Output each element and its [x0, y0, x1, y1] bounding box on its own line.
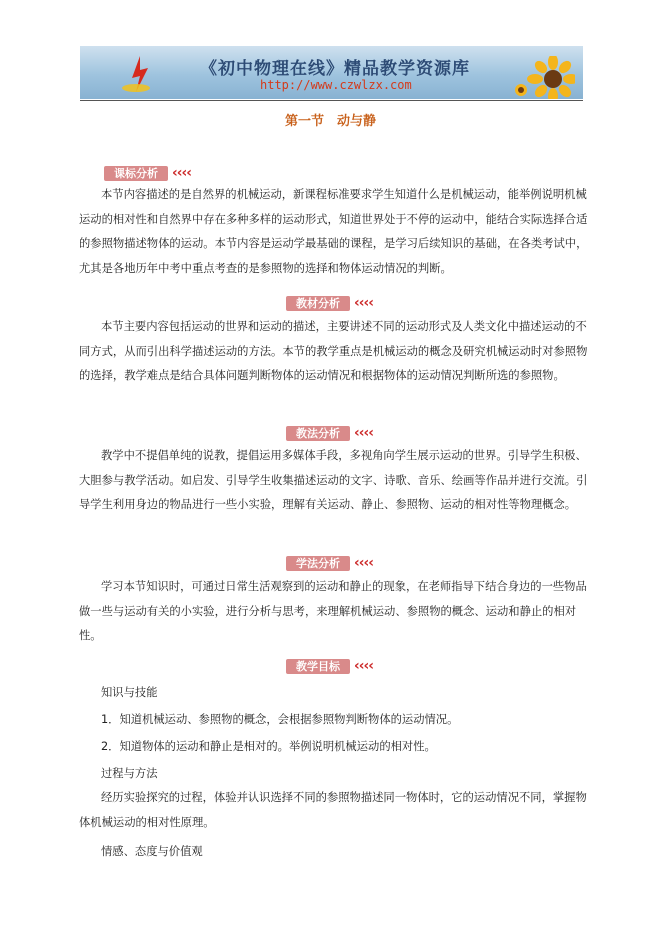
goal-item: 2．知道物体的运动和静止是相对的。举例说明机械运动的相对性。 [101, 740, 436, 753]
paragraph: 本节主要内容包括运动的世界和运动的描述，主要讲述不同的运动形式及人类文化中描述运动的不同方式，从而引出科学描述运动的方法。本节的教学重点是机械运动的概念及研究机械运动时对参照物的选择，教学难点是结合具体问题判断物体的运动情况和根据物体的运动情况判断所选的参照物。 [79, 320, 588, 382]
banner-url: http://www.czwlzx.com [260, 78, 412, 92]
chevrons-left-icon: ‹‹‹‹ [354, 555, 374, 571]
chevrons-left-icon: ‹‹‹‹ [354, 295, 374, 311]
section-tag: 教法分析 [286, 426, 350, 441]
chevrons-left-icon: ‹‹‹‹ [354, 658, 374, 674]
paragraph: 本节内容描述的是自然界的机械运动，新课程标准要求学生知道什么是机械运动，能举例说明机械运动的相对性和自然界中存在多种多样的运动形式，知道世界处于不停的运动中，能结合实际选择合适的参照物描述物体的运动。本节内容是运动学最基础的课程，是学习后续知识的基础，在各类考试中，尤其是各地历年中考中重点考查的是参照物的选择和物体运动情况的判断。 [79, 188, 588, 275]
logo-icon [118, 54, 158, 94]
section-tag: 课标分析 [104, 166, 168, 181]
goal-subheading: 情感、态度与价值观 [101, 845, 203, 858]
section-tag: 教材分析 [286, 296, 350, 311]
paragraph: 学习本节知识时，可通过日常生活观察到的运动和静止的现象，在老师指导下结合身边的一些物品做一些与运动有关的小实验，进行分析与思考，来理解机械运动、参照物的概念、运动和静止的相对性。 [79, 580, 587, 642]
chevrons-left-icon: ‹‹‹‹ [354, 425, 374, 441]
goal-subheading: 过程与方法 [101, 767, 158, 780]
sunflower-icon [513, 56, 575, 99]
goal-item: 1．知道机械运动、参照物的概念，会根据参照物判断物体的运动情况。 [101, 713, 459, 726]
section-label-teaching-method [286, 426, 373, 441]
banner-title: 《初中物理在线》精品教学资源库 [200, 59, 470, 79]
section-tag: 教学目标 [286, 659, 350, 674]
section-label-teaching-goals [286, 659, 373, 674]
section-label-standards [104, 166, 191, 181]
section-label-learning-method [286, 556, 373, 571]
section-tag: 学法分析 [286, 556, 350, 571]
header-banner [80, 46, 583, 99]
chevrons-left-icon: ‹‹‹‹ [172, 165, 192, 181]
header-rule [80, 100, 583, 101]
goal-paragraph: 经历实验探究的过程，体验并认识选择不同的参照物描述同一物体时，它的运动情况不同，掌握物体机械运动的相对性原理。 [79, 791, 587, 829]
page-title: 第一节 动与静 [284, 114, 376, 129]
goal-subheading: 知识与技能 [101, 686, 158, 699]
section-label-textbook [286, 296, 373, 311]
paragraph: 教学中不提倡单纯的说教，提倡运用多媒体手段，多视角向学生展示运动的世界。引导学生积极、大胆参与教学活动。如启发、引导学生收集描述运动的文字、诗歌、音乐、绘画等作品并进行交流。引导学生利用身边的物品进行一些小实验，理解有关运动、静止、参照物、运动的相对性等物理概念。 [79, 449, 588, 511]
